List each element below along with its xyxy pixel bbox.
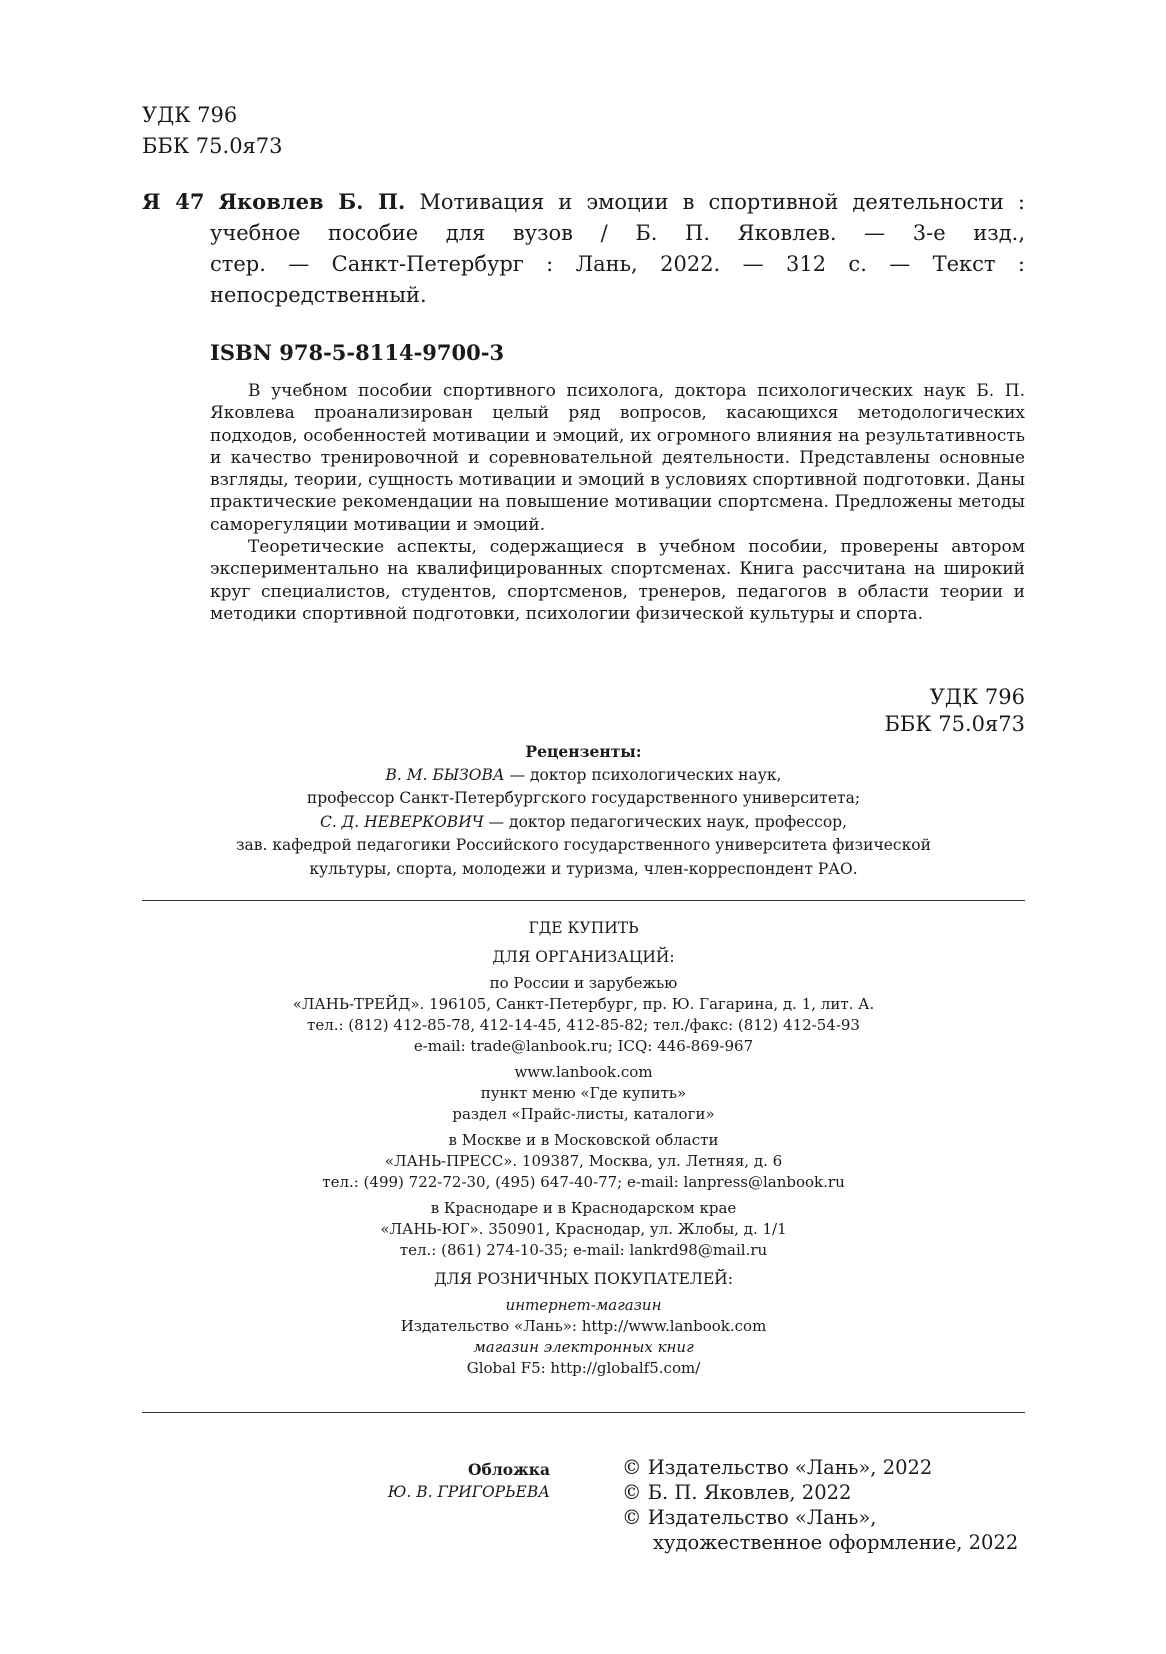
reviewer-2-name: С. Д. НЕВЕРКОВИЧ xyxy=(319,812,484,831)
divider-top xyxy=(142,900,1025,901)
krasnodar-contacts: тел.: (861) 274-10-35; e-mail: lankrd98@mail.ru xyxy=(399,1241,768,1259)
website-link[interactable]: www.lanbook.com xyxy=(514,1063,653,1081)
spacer xyxy=(142,939,1025,947)
reviewers-title: Рецензенты: xyxy=(525,742,642,761)
website-menu-item: пункт меню «Где купить» xyxy=(480,1084,687,1102)
krasnodar-address: «ЛАНЬ-ЮГ». 350901, Краснодар, ул. Жлобы, д. 1/1 xyxy=(380,1220,787,1238)
annotation-paragraph-1: В учебном пособии спортивного психолога, доктора психологических наук Б. П. Яковлева проанализирован целый ряд вопросов, касающихся методологических подходов, особенностей мотивации и эмоций, их огромного влияния на результативность и качество тренировочной и соревновательной деятельности. Представлены основные взгляды, теории, сущность мотивации и эмоций в условиях спортивной подготовки. Даны практические рекомендации на повышение мотивации спортсмена. Предложены методы саморегуляции мотивации и эмоций. xyxy=(210,381,1025,535)
copyright-design: © Издательство «Лань», xyxy=(622,1506,877,1529)
retail-title: ДЛЯ РОЗНИЧНЫХ ПОКУПАТЕЛЕЙ: xyxy=(434,1270,733,1288)
reviewer-1-position: профессор Санкт-Петербургского государственного университета; xyxy=(306,789,861,807)
reviewers xyxy=(142,740,1025,881)
moscow-title: в Москве и в Московской области xyxy=(448,1131,719,1149)
cover-label: Обложка xyxy=(468,1460,550,1479)
spacer xyxy=(142,1261,1025,1269)
copyright-block xyxy=(622,1455,1018,1555)
reviewer-2-position-1: зав. кафедрой педагогики Российского государственного университета физической xyxy=(236,836,931,854)
website-section: раздел «Прайс-листы, каталоги» xyxy=(452,1105,715,1123)
trade-phones: тел.: (812) 412-85-78, 412-14-45, 412-85-82; тел./факс: (812) 412-54-93 xyxy=(307,1016,860,1034)
classification-bottom xyxy=(884,684,1025,738)
reviewer-2-position-2: культуры, спорта, молодежи и туризма, член-корреспондент РАО. xyxy=(309,859,858,878)
udk-code-bottom: УДК 796 xyxy=(929,685,1025,709)
trade-email: e-mail: trade@lanbook.ru; ICQ: 446-869-967 xyxy=(413,1037,754,1055)
online-shop-link[interactable]: Издательство «Лань»: http://www.lanbook.com xyxy=(400,1317,767,1335)
bib-line-3: стер. — Санкт-Петербург : Лань, 2022. — 312 с. — Текст : xyxy=(210,252,1025,276)
ebook-shop-label: магазин электронных книг xyxy=(473,1338,694,1356)
annotation xyxy=(210,380,1025,625)
divider-bottom xyxy=(142,1412,1025,1413)
bib-line-4: непосредственный. xyxy=(210,283,427,307)
bib-line-2: учебное пособие для вузов / Б. П. Яковлев. — 3-е изд., xyxy=(210,221,1025,245)
trade-address: «ЛАНЬ-ТРЕЙД». 196105, Санкт-Петербург, пр. Ю. Гагарина, д. 1, лит. А. xyxy=(292,995,875,1013)
reviewer-2 xyxy=(142,811,1025,835)
bib-line-1 xyxy=(142,186,1025,218)
bbk-code-top: ББК 75.0я73 xyxy=(142,134,283,158)
online-shop-label: интернет-магазин xyxy=(505,1296,662,1314)
where-to-buy-title: ГДЕ КУПИТЬ xyxy=(528,919,639,937)
copyright-design-note: художественное оформление, 2022 xyxy=(653,1531,1019,1554)
udk-code-top: УДК 796 xyxy=(142,103,238,127)
cover-credit xyxy=(142,1458,550,1504)
author-name: Яковлев Б. П. xyxy=(218,189,406,214)
reviewer-2-degree: — доктор педагогических наук, профессор, xyxy=(483,812,848,831)
copyright-publisher: © Издательство «Лань», 2022 xyxy=(622,1456,933,1479)
bibliographic-record xyxy=(142,186,1025,311)
isbn: ISBN 978-5-8114-9700-3 xyxy=(210,340,505,365)
krasnodar-title: в Краснодаре и в Краснодарском крае xyxy=(430,1199,737,1217)
author-sign: Я 47 xyxy=(142,189,205,214)
annotation-paragraph-2: Теоретические аспекты, содержащиеся в учебном пособии, проверены автором экспериментально на квалифицированных спортсменах. Книга рассчитана на широкий круг специалистов, студентов, спортсменов, тренеров, педагогов в области теории и методики спортивной подготовки, психологии физической культуры и спорта. xyxy=(210,537,1025,624)
reviewer-1 xyxy=(142,764,1025,788)
moscow-contacts: тел.: (499) 722-72-30, (495) 647-40-77; e-mail: lanpress@lanbook.ru xyxy=(322,1173,845,1191)
russia-title: по России и зарубежью xyxy=(489,974,678,992)
cover-designer: Ю. В. ГРИГОРЬЕВА xyxy=(387,1483,550,1501)
ebook-shop-link[interactable]: Global F5: http://globalf5.com/ xyxy=(466,1359,701,1377)
book-title: Мотивация и эмоции в спортивной деятельности : xyxy=(419,190,1025,214)
where-to-buy xyxy=(142,918,1025,1379)
copyright-author: © Б. П. Яковлев, 2022 xyxy=(622,1481,852,1504)
reviewer-1-degree: — доктор психологических наук, xyxy=(504,765,782,784)
reviewer-1-name: В. М. БЫЗОВА xyxy=(385,765,505,784)
bbk-code-bottom: ББК 75.0я73 xyxy=(884,712,1025,736)
orgs-title: ДЛЯ ОРГАНИЗАЦИЙ: xyxy=(492,948,675,966)
moscow-address: «ЛАНЬ-ПРЕСС». 109387, Москва, ул. Летняя, д. 6 xyxy=(384,1152,783,1170)
